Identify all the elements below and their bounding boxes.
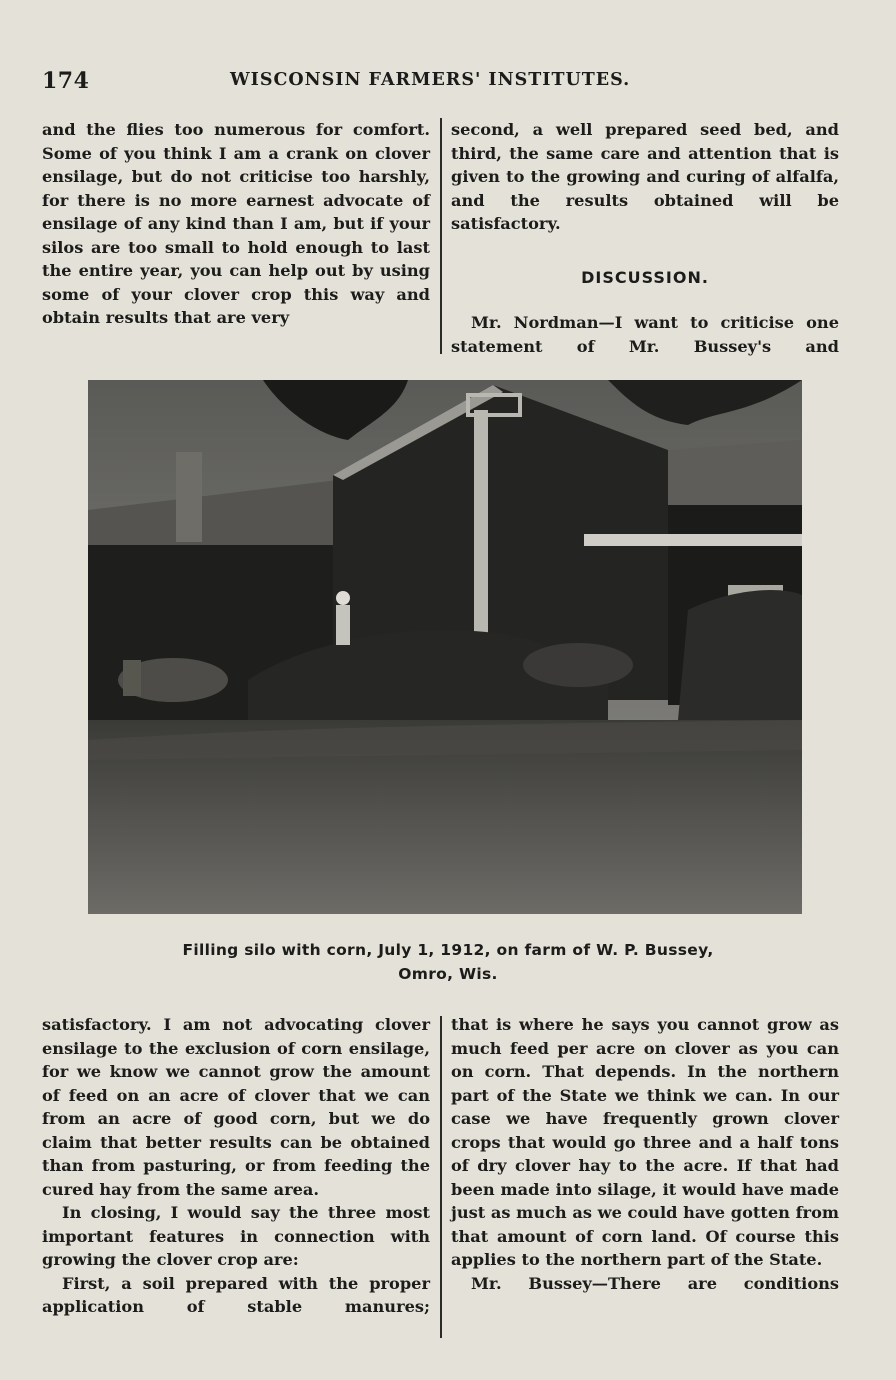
page-header	[42, 68, 842, 98]
caption-line: Omro, Wis.	[398, 965, 498, 983]
bottom-right-column	[451, 1013, 839, 1295]
bottom-left-column	[42, 1013, 430, 1319]
paragraph: that is where he says you cannot grow as much feed per acre on clover as you can on corn. That depends. In the northern part of the State we think we can. In our case we have frequently grown clover crops that would go three and a half tons of dry clover hay to the acre. If that had been made into silage, it would have made just as much as we could have gotten from that amount of corn land. Of course this applies to the northern part of the State.	[451, 1015, 839, 1269]
column-rule-bottom	[440, 1016, 442, 1338]
paragraph: and the flies too numerous for comfort. Some of you think I am a crank on clover ensilage, but do not criticise too harshly, for there is no more earnest advocate of ensilage of any kind than I am, but if your silos are too small to hold enough to last the entire year, you can help out by using some of your clover crop this way and obtain results that are very	[42, 120, 430, 327]
page-number: 174	[42, 68, 90, 94]
farm-photograph	[88, 380, 802, 914]
top-right-column	[451, 118, 839, 358]
paragraph: Mr. Bussey—There are conditions	[471, 1273, 839, 1293]
running-title: WISCONSIN FARMERS' INSTITUTES.	[230, 70, 631, 90]
paragraph: First, a soil prepared with the proper application of stable manures;	[42, 1273, 430, 1316]
top-left-column	[42, 118, 430, 330]
section-heading: DISCUSSION.	[581, 267, 709, 287]
paragraph: Mr. Nordman—I want to criticise one statement of Mr. Bussey's and	[451, 313, 839, 356]
caption-line: Filling silo with corn, July 1, 1912, on farm of W. P. Bussey,	[182, 941, 714, 959]
paragraph: second, a well prepared seed bed, and third, the same care and attention that is given to the growing and curing of alfalfa, and the results obtained will be satisfactory.	[451, 120, 839, 233]
paragraph: In closing, I would say the three most important features in connection with growing the clover crop are:	[42, 1203, 430, 1269]
figure-caption	[60, 938, 836, 986]
paragraph: satisfactory. I am not advocating clover ensilage to the exclusion of corn ensilage, for we know we cannot grow the amount of feed on an acre of clover that we can from an acre of good corn, but we do claim that better results can be obtained than from pasturing, or from feeding the cured hay from the same area.	[42, 1015, 430, 1199]
column-rule-top	[440, 118, 442, 354]
